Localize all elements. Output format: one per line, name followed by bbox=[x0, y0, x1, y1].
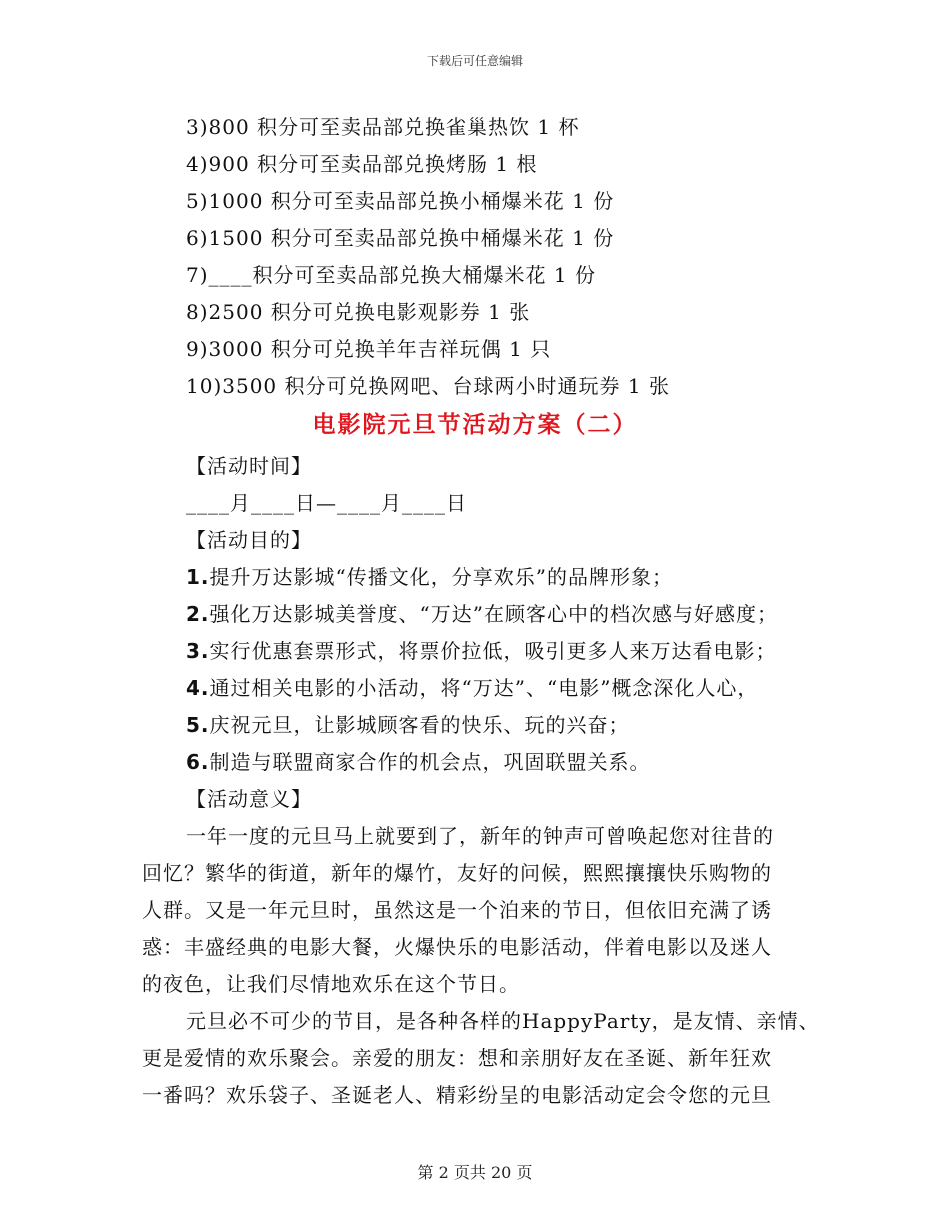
purpose-text: 强化万达影城美誉度、“万达”在顾客心中的档次感与好感度； bbox=[209, 602, 778, 626]
reward-item: 7)____积分可至卖品部兑换大桶爆米花 1 份 bbox=[186, 263, 596, 287]
purpose-heading: 【活动目的】 bbox=[186, 528, 312, 552]
purpose-text: 制造与联盟商家合作的机会点，巩固联盟关系。 bbox=[209, 750, 651, 774]
paragraph-line: 人群。又是一年元旦时，虽然这是一个泊来的节日，但依旧充满了诱 bbox=[142, 898, 772, 922]
purpose-text: 通过相关电影的小活动，将“万达”、“电影”概念深化人心， bbox=[209, 676, 759, 700]
purpose-text: 实行优惠套票形式，将票价拉低，吸引更多人来万达看电影； bbox=[209, 639, 777, 663]
purpose-item bbox=[186, 564, 673, 590]
reward-item: 4)900 积分可至卖品部兑换烤肠 1 根 bbox=[186, 152, 538, 176]
page-footer-note: 第 2 页共 20 页 bbox=[417, 1163, 533, 1182]
purpose-item bbox=[186, 749, 651, 775]
purpose-number: 1. bbox=[186, 565, 210, 589]
reward-item: 5)1000 积分可至卖品部兑换小桶爆米花 1 份 bbox=[186, 189, 615, 213]
time-heading: 【活动时间】 bbox=[186, 454, 312, 478]
purpose-number: 4. bbox=[186, 676, 210, 700]
paragraph-line: 回忆？繁华的街道，新年的爆竹，友好的问候，熙熙攘攘快乐购物的 bbox=[142, 861, 772, 885]
paragraph-line: 更是爱情的欢乐聚会。亲爱的朋友：想和亲朋好友在圣诞、新年狂欢 bbox=[142, 1046, 772, 1070]
purpose-item bbox=[186, 601, 778, 627]
page-header-note: 下载后可任意编辑 bbox=[426, 54, 523, 68]
paragraph-line: 惑：丰盛经典的电影大餐，火爆快乐的电影活动，伴着电影以及迷人 bbox=[142, 935, 772, 959]
purpose-number: 2. bbox=[186, 602, 210, 626]
purpose-item bbox=[186, 675, 758, 701]
purpose-number: 6. bbox=[186, 750, 210, 774]
reward-item: 8)2500 积分可兑换电影观影券 1 张 bbox=[186, 300, 531, 324]
reward-item: 6)1500 积分可至卖品部兑换中桶爆米花 1 份 bbox=[186, 226, 615, 250]
reward-item: 3)800 积分可至卖品部兑换雀巢热饮 1 杯 bbox=[186, 115, 580, 139]
section-title: 电影院元旦节活动方案（二） bbox=[312, 411, 638, 438]
purpose-text: 提升万达影城“传播文化，分享欢乐”的品牌形象； bbox=[209, 565, 673, 589]
meaning-heading: 【活动意义】 bbox=[186, 787, 312, 811]
purpose-number: 3. bbox=[186, 639, 210, 663]
purpose-item bbox=[186, 638, 777, 664]
paragraph-line: 一年一度的元旦马上就要到了，新年的钟声可曾唤起您对往昔的 bbox=[186, 824, 774, 848]
paragraph-line: 元旦必不可少的节目，是各种各样的HappyParty，是友情、亲情、 bbox=[186, 1009, 820, 1033]
time-value: ____月____日—____月____日 bbox=[186, 491, 467, 515]
reward-item: 9)3000 积分可兑换羊年吉祥玩偶 1 只 bbox=[186, 337, 552, 361]
reward-item: 10)3500 积分可兑换网吧、台球两小时通玩券 1 张 bbox=[186, 374, 670, 398]
paragraph-line: 一番吗？欢乐袋子、圣诞老人、精彩纷呈的电影活动定会令您的元旦 bbox=[142, 1083, 772, 1107]
purpose-item bbox=[186, 712, 630, 738]
paragraph-line: 的夜色，让我们尽情地欢乐在这个节日。 bbox=[142, 972, 520, 996]
purpose-number: 5. bbox=[186, 713, 210, 737]
purpose-text: 庆祝元旦，让影城顾客看的快乐、玩的兴奋； bbox=[209, 713, 630, 737]
